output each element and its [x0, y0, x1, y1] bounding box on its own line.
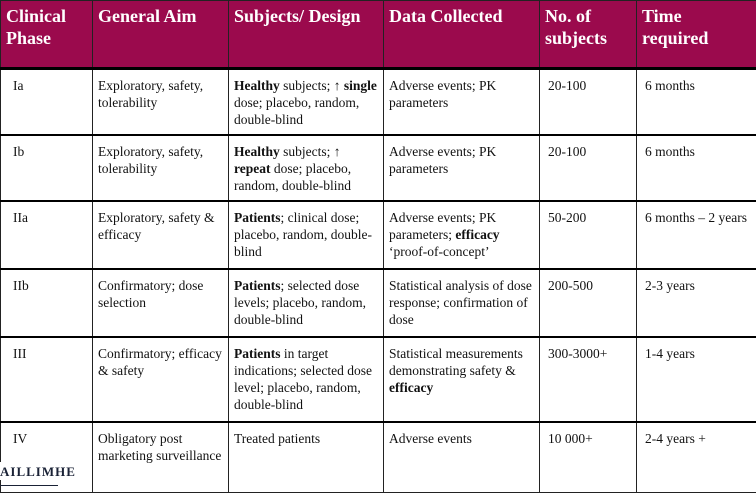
- header-subjects-design: Subjects/ Design: [229, 1, 384, 69]
- data-text-post: ‘proof-of-concept’: [389, 243, 490, 259]
- header-data-collected: Data Collected: [384, 1, 540, 69]
- design-bold-dose: single: [343, 78, 377, 93]
- design-text: ; clinical dose; placebo, random, double-blind: [234, 209, 372, 259]
- subjects-cell: 10 000+: [540, 422, 637, 492]
- data-cell: [384, 201, 540, 269]
- aim-cell: Confirmatory; efficacy & safety: [93, 337, 229, 422]
- subjects-cell: 300-3000+: [540, 337, 637, 422]
- header-clinical-phase: Clinical Phase: [1, 1, 93, 69]
- time-cell: 6 months – 2 years: [637, 201, 756, 269]
- design-bold: Patients: [234, 346, 281, 362]
- data-text: Adverse events; PK parameters;: [389, 209, 497, 242]
- design-cell: [229, 337, 384, 422]
- data-cell: [384, 269, 540, 337]
- data-cell: [384, 135, 540, 201]
- design-text: Treated patients: [234, 431, 321, 447]
- design-bold-dose: repeat: [234, 160, 271, 176]
- aim-cell: Exploratory, safety, tolerability: [93, 69, 229, 135]
- phase-cell: Ia: [1, 69, 93, 135]
- header-no-of-subjects: No. of subjects: [540, 1, 637, 69]
- data-bold: efficacy: [389, 380, 434, 396]
- time-cell: 6 months: [637, 135, 756, 201]
- phase-cell: IIb: [1, 269, 93, 337]
- subjects-cell: 20-100: [540, 69, 637, 135]
- data-text: Statistical measurements demonstrating safety &: [389, 346, 523, 379]
- logo-text: AILLIMHE: [0, 464, 76, 479]
- header-general-aim: General Aim: [93, 1, 229, 69]
- data-text: Adverse events; PK parameters: [389, 143, 497, 176]
- design-bold: Patients: [234, 209, 281, 225]
- design-text: in target indications; selected dose level; placebo, random, double-blind: [234, 346, 372, 413]
- aim-cell: Confirmatory; dose selection: [93, 269, 229, 337]
- aim-cell: Obligatory post marketing surveillance: [93, 422, 229, 492]
- data-cell: [384, 337, 540, 422]
- table-row: [1, 269, 756, 337]
- time-cell: 6 months: [637, 69, 756, 135]
- aim-cell: Exploratory, safety & efficacy: [93, 201, 229, 269]
- data-text: Adverse events; PK parameters: [389, 78, 497, 110]
- data-cell: [384, 422, 540, 492]
- time-cell: 2-3 years: [637, 269, 756, 337]
- phase-cell: IIa: [1, 201, 93, 269]
- subjects-cell: 50-200: [540, 201, 637, 269]
- subjects-cell: 200-500: [540, 269, 637, 337]
- data-text: Statistical analysis of dose response; confirmation of dose: [389, 277, 532, 327]
- phase-cell: Ib: [1, 135, 93, 201]
- design-text-rest: dose; placebo, random, double-blind: [234, 95, 360, 127]
- header-row: [1, 1, 756, 69]
- design-text: ; selected dose levels; placebo, random, double-blind: [234, 277, 366, 327]
- design-text: subjects; ↑: [279, 78, 344, 93]
- design-text-rest: dose; placebo, random, double-blind: [234, 160, 352, 193]
- design-cell: [229, 422, 384, 492]
- logo-divider: [0, 485, 58, 486]
- table-row: [1, 201, 756, 269]
- design-bold: Patients: [234, 277, 281, 293]
- data-text: Adverse events: [389, 431, 472, 447]
- aim-cell: Exploratory, safety, tolerability: [93, 135, 229, 201]
- design-bold: Healthy: [234, 78, 280, 93]
- subjects-cell: 20-100: [540, 135, 637, 201]
- data-bold: efficacy: [455, 226, 500, 242]
- time-cell: 1-4 years: [637, 337, 756, 422]
- design-cell: [229, 69, 384, 135]
- design-cell: [229, 135, 384, 201]
- header-time-required: Time required: [637, 1, 756, 69]
- design-text: subjects; ↑: [279, 143, 341, 159]
- phase-cell: III: [1, 337, 93, 422]
- design-cell: [229, 201, 384, 269]
- table-row: [1, 135, 756, 201]
- design-cell: [229, 269, 384, 337]
- data-cell: [384, 69, 540, 135]
- phase-cell: IV: [1, 422, 93, 492]
- table-row: [1, 69, 756, 135]
- design-bold: Healthy: [234, 143, 280, 159]
- table-row: [1, 337, 756, 422]
- time-cell: 2-4 years +: [637, 422, 756, 492]
- table-row: [1, 422, 756, 492]
